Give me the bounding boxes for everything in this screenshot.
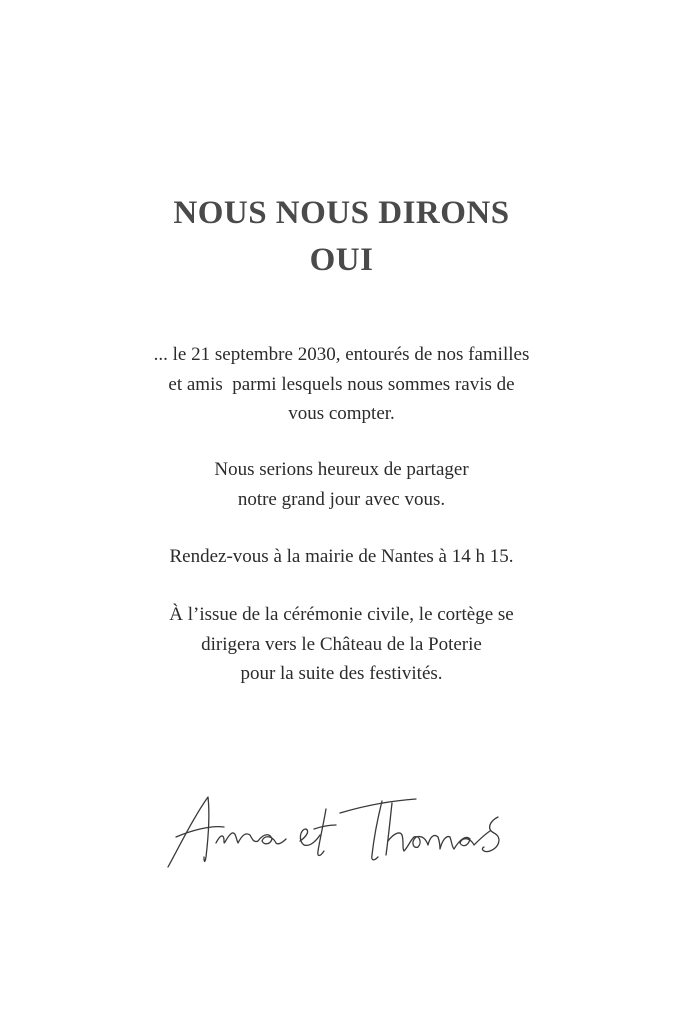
handwritten-signature <box>160 785 530 875</box>
reception-line-1: À l’issue de la cérémonie civile, le cortège se <box>169 604 514 625</box>
share-paragraph <box>0 455 683 514</box>
share-line-1: Nous serions heureux de partager <box>214 459 469 480</box>
reception-paragraph <box>0 600 683 689</box>
reception-line-3: pour la suite des festivités. <box>240 663 443 684</box>
venue-line-1: Rendez-vous à la mairie de Nantes à 14 h 15. <box>169 546 514 567</box>
intro-line-1: ... le 21 septembre 2030, entourés de nos familles <box>153 344 530 365</box>
invitation-title <box>0 190 683 284</box>
share-line-2: notre grand jour avec vous. <box>237 488 446 510</box>
intro-line-2: et amis parmi lesquels nous sommes ravis de <box>168 373 515 395</box>
title-line-1: NOUS NOUS DIRONS <box>173 195 510 231</box>
reception-line-2: dirigera vers le Château de la Poterie <box>201 633 482 655</box>
intro-paragraph <box>0 340 683 429</box>
signature-script <box>160 785 530 875</box>
venue-paragraph <box>0 542 683 572</box>
title-line-2: OUI <box>309 242 374 278</box>
intro-line-3: vous compter. <box>288 403 395 424</box>
